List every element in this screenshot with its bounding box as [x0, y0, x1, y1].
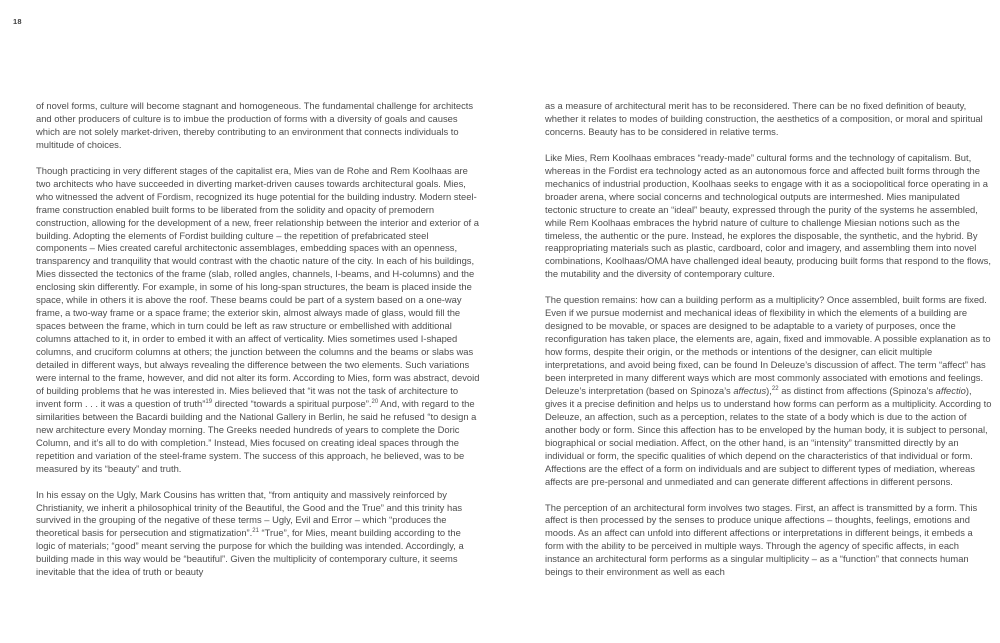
text-run: In his essay on the Ugly, Mark Cousins has written that, “from antiquity and massively reinforced by Christianity, we inherit a philosophical trinity of the Beautiful, the Good and the True” and this trinity has survived in the grouping of the negative of these terms – Ugly, Evil and Error – which “produces the theoretical basis for persecution and stigmatization”. — [36, 488, 463, 539]
footnote-marker: 21 — [252, 528, 259, 535]
text-run: of novel forms, culture will become stagnant and homogeneous. The fundamental challenge for architects and other producers of culture is to imbue the production of forms with a diversity of goals and causes which are not solely market-driven, thereby contributing to an environment that connects individuals to multitude of choices. — [36, 100, 474, 150]
text-run: Though practicing in very different stages of the capitalist era, Mies van de Rohe and Rem Koolhaas are two architects who have succeeded in diverting market-driven causes towards architectural goals. Mies, who witnessed the advent of Fordism, recognized its huge potential for the building industry. Modern steel-frame construction enabled built forms to be liberated from the solidity and opacity of premodern construction, allowing for the development of a new, freer relationship between the interior and exterior of a building. Adopting the elements of Fordist building culture – the repetition of prefabricated steel components – Mies created careful architectonic assemblages, embedding spaces with an openness, transparency and tranquility that would contrast with the chaotic nature of the city. In each of his buildings, Mies dissected the tectonics of the frame (slab, rolled angles, channels, I-beams, and H-columns) and the enclosing skin differently. For example, in some of his long-span structures, the beam is placed inside the space, while in others it is above the roof. These beams could be part of a system based on a one-way frame, a two-way frame or a space frame; the exterior skin, almost always made of glass, would fill the spaces between the frame, which in turn could be left as raw structure or embellished with additional columns attached to it, in order to embed it with an affect of verticality. Mies sometimes used I-shaped columns, and cruciform columns at others; the junction between the columns and the beams or slabs was detailed in different ways, but always revealing the difference between the two elements. Such variations were internal to the frame, however, and did not alter its form. According to Mies, form was abstract, devoid of building problems that he was interested in. Mies believed that “it was not the task of architecture to invent form . . . it was a question of truth” — [36, 164, 480, 409]
paragraph — [36, 100, 482, 152]
italic-term: affectio — [935, 384, 966, 396]
paragraph — [36, 165, 482, 476]
text-run: ), gives it a precise definition and helps us to understand how forms can perform as a multiplicity. According to Deleuze, an affection, such as a perception, relates to the state of a body which is due to the action of another body or form. Since this affection has to be enveloped by the human body, it is subject to personal, biographical or social mediation. Affect, on the other hand, is an “intensity” transmitted directly by an individual or form, the specific qualities of which depend on the characteristics of that individual or form. Affections are the effect of a form on individuals and are subject to different types of mediation, whereas affects are pre-personal and unmediated and can generate different affections in different persons. — [545, 384, 992, 487]
paragraph — [545, 502, 993, 580]
text-run: ), — [766, 384, 772, 396]
text-run: And, with regard to the similarities between the Bacardi building and the National Gallery in Berlin, he said he refused “to design a new architecture every Monday morning. The Greeks needed hundreds of years to complete the Doric Column, and it’s all to do with completion.” Instead, Mies focused on creating ideal spaces through the repetition and variation of the steel-frame system. The success of this approach, he believed, was to be measured by its “beauty” and truth. — [36, 397, 477, 474]
paragraph — [545, 152, 993, 282]
footnote-marker: 22 — [771, 385, 779, 392]
text-column-left — [36, 100, 482, 579]
footnote-marker: 19 — [205, 398, 213, 405]
italic-term: affectus — [733, 384, 767, 396]
text-run: The question remains: how can a building perform as a multiplicity? Once assembled, built forms are fixed. Even if we pursue modernist and mechanical ideas of flexibility in which the elements of a building are designed to be movable, or spaces are designed to be adaptable to a variety of purposes, once the reconfiguration has taken place, the elements are, again, fixed and immovable. A possible explanation as to how forms, despite their origin, or the methods or intentions of the designer, can elicit multiple interpretations, and avoid being fixed, can be found In Deleuze’s discussion of affect. The term “affect” has been interpreted in many different ways which are most commonly associated with emotions and feelings. Deleuze’s interpretation (based on Spinoza’s — [545, 294, 991, 396]
text-column-right — [545, 100, 993, 579]
text-run: directed “towards a spiritual purpose”. — [212, 397, 372, 409]
page-number: 18 — [13, 17, 22, 26]
text-run: Like Mies, Rem Koolhaas embraces “ready-made” cultural forms and the technology of capitalism. But, whereas in the Fordist era technology acted as an autonomous force and affected built forms through the mechanics of industrial production, Koolhaas seeks to engage with it as a sociopolitical force operating in a broader arena, where social concerns and technological outputs are intermeshed. Mies manipulated tectonic structure to create an “ideal” beauty, expressed through the purity of the systems he assembled, while Rem Koolhaas embraces the hybrid nature of culture to challenge Miesian notions such as the timeless, the authentic or the pure. Instead, he explores the disposable, the synthetic, and the hybrid. By reappropriating materials such as plastic, cardboard, color and imagery, and assembling them into novel combinations, Koolhaas/OMA have challenged ideal beauty, producing built forms that respond to the flows, the mutability and the diversity of contemporary culture. — [545, 151, 991, 280]
paragraph — [545, 294, 993, 488]
paragraph — [36, 489, 482, 580]
footnote-marker: 20 — [371, 398, 379, 405]
text-run: The perception of an architectural form involves two stages. First, an affect is transmitted by a form. This affect is then processed by the senses to produce unique affections – thoughts, feelings, emotions and moods. As an affect can unfold into different affections or interpretations in different beings, it embeds a form with the ability to be perceived in multiple ways. Through the agency of specific affects, in each instance an architectural form performs as a singular multiplicity – as a “function” that connects human beings to their environment as well as each — [545, 501, 978, 578]
text-run: as distinct from affections (Spinoza’s — [778, 384, 936, 396]
paragraph — [545, 100, 993, 139]
text-run: as a measure of architectural merit has to be reconsidered. There can be no fixed definition of beauty, whether it relates to modes of building construction, the aesthetics of a composition, or moral and spiritual concerns. Beauty has to be considered in relative terms. — [545, 100, 983, 137]
text-run: “True”, for Mies, meant building according to the logic of materials; “good” meant serving the purpose for which the building was intended. Accordingly, a building made in this way would be “beautiful”. Given the multiplicity of contemporary culture, it seems inevitable that the idea of truth or beauty — [36, 527, 464, 578]
